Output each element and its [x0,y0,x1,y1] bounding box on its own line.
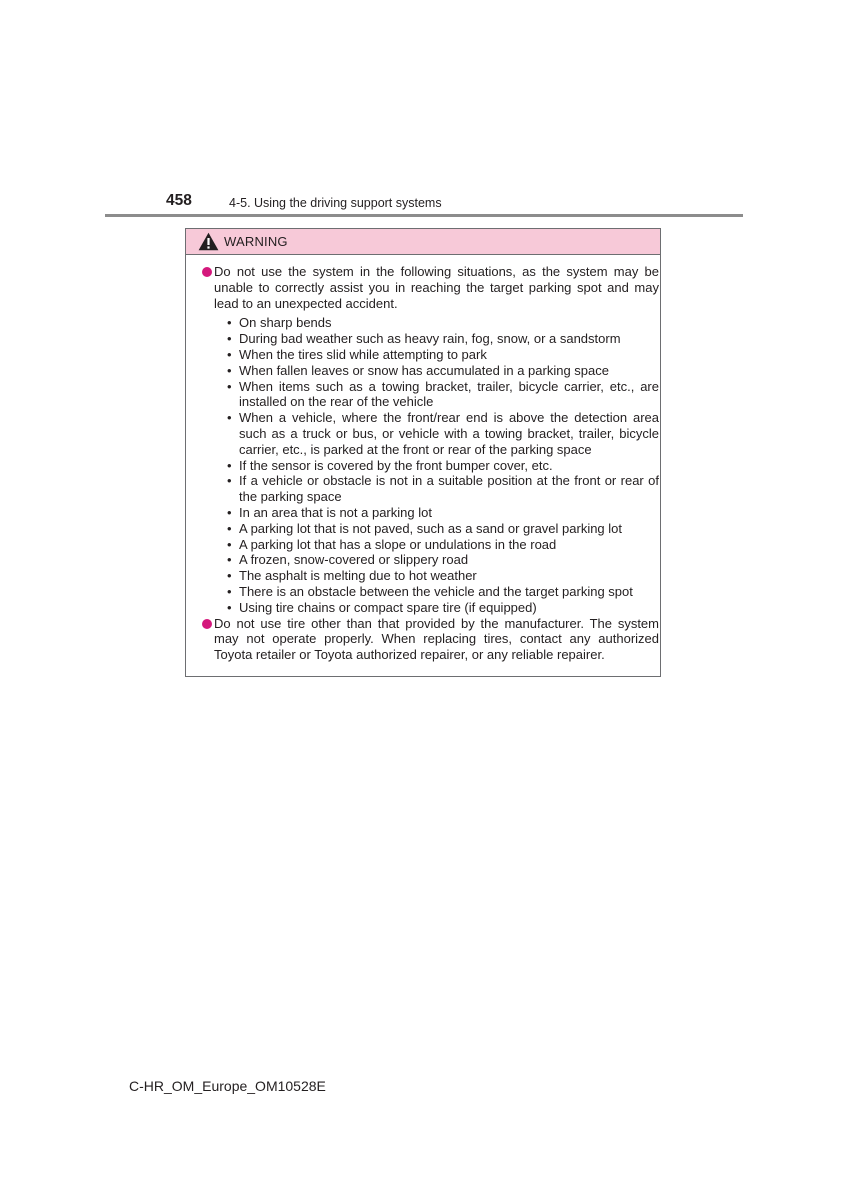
paragraph-text: Do not use tire other than that provided by the manufacturer. The system may not operate properly. When replacing tires, contact any authorized Toyota retailer or Toyota authorized repairer, or any reliable repairer. [214,615,659,663]
warning-label: WARNING [224,234,288,249]
list-item-text: When items such as a towing bracket, trailer, bicycle carrier, etc., are installed on the rear of the vehicle [239,378,659,410]
paragraph-text: Do not use the system in the following situations, as the system may be unable to correctly assist you in reaching the target parking spot and may lead to an unexpected accident. [214,264,659,311]
list-item [227,347,659,363]
list-item-text: Using tire chains or compact spare tire (if equipped) [239,599,537,615]
list-bullet-icon: • [227,473,232,489]
list-item-text: If the sensor is covered by the front bumper cover, etc. [239,457,553,473]
list-item [227,410,659,457]
list-item-text: There is an obstacle between the vehicle and the target parking spot [239,583,633,599]
list-item [227,458,659,474]
list-item-text: In an area that is not a parking lot [239,504,432,520]
list-item-text: When a vehicle, where the front/rear end is above the detection area such as a truck or bus, or vehicle with a towing bracket, trailer, bicycle carrier, etc., is parked at the front or rear of the parking space [239,410,659,457]
header-divider [105,214,743,217]
list-item [227,315,659,331]
list-item [227,521,659,537]
list-item [227,600,659,616]
bullet-dot-icon [202,267,212,277]
list-item-text: When the tires slid while attempting to park [239,346,487,362]
list-item [227,505,659,521]
list-bullet-icon: • [227,552,232,568]
list-bullet-icon: • [227,457,232,473]
list-item-text: A frozen, snow-covered or slippery road [239,552,469,568]
document-code: C-HR_OM_Europe_OM10528E [129,1078,326,1094]
list-item-text: A parking lot that is not paved, such as a sand or gravel parking lot [239,520,623,536]
list-bullet-icon: • [227,599,232,615]
warning-paragraph-2 [201,616,659,663]
bullet-dot-icon [202,619,212,629]
list-item [227,379,659,411]
list-item [227,331,659,347]
list-bullet-icon: • [227,315,232,331]
list-bullet-icon: • [227,410,232,426]
list-item [227,537,659,553]
situations-list [201,315,659,615]
list-bullet-icon: • [227,520,232,536]
list-item-text: The asphalt is melting due to hot weather [239,568,477,584]
list-bullet-icon: • [227,378,232,394]
warning-paragraph-1 [201,264,659,311]
list-bullet-icon: • [227,331,232,347]
warning-body [201,264,659,663]
list-item-text: On sharp bends [239,315,332,331]
list-item [227,552,659,568]
list-item-text: During bad weather such as heavy rain, fog, snow, or a sandstorm [239,331,621,347]
list-item [227,473,659,505]
list-bullet-icon: • [227,536,232,552]
list-item-text: If a vehicle or obstacle is not in a suitable position at the front or rear of the parking space [239,473,659,505]
warning-triangle-icon [198,232,219,251]
warning-box [185,228,661,677]
list-item-text: A parking lot that has a slope or undulations in the road [239,536,557,552]
warning-header [186,229,660,255]
list-bullet-icon: • [227,504,232,520]
section-title: 4-5. Using the driving support systems [229,196,442,210]
list-item [227,363,659,379]
list-bullet-icon: • [227,362,232,378]
page-number: 458 [166,192,192,209]
list-item-text: When fallen leaves or snow has accumulated in a parking space [239,362,609,378]
list-item [227,568,659,584]
list-bullet-icon: • [227,568,232,584]
list-item [227,584,659,600]
list-bullet-icon: • [227,583,232,599]
list-bullet-icon: • [227,346,232,362]
